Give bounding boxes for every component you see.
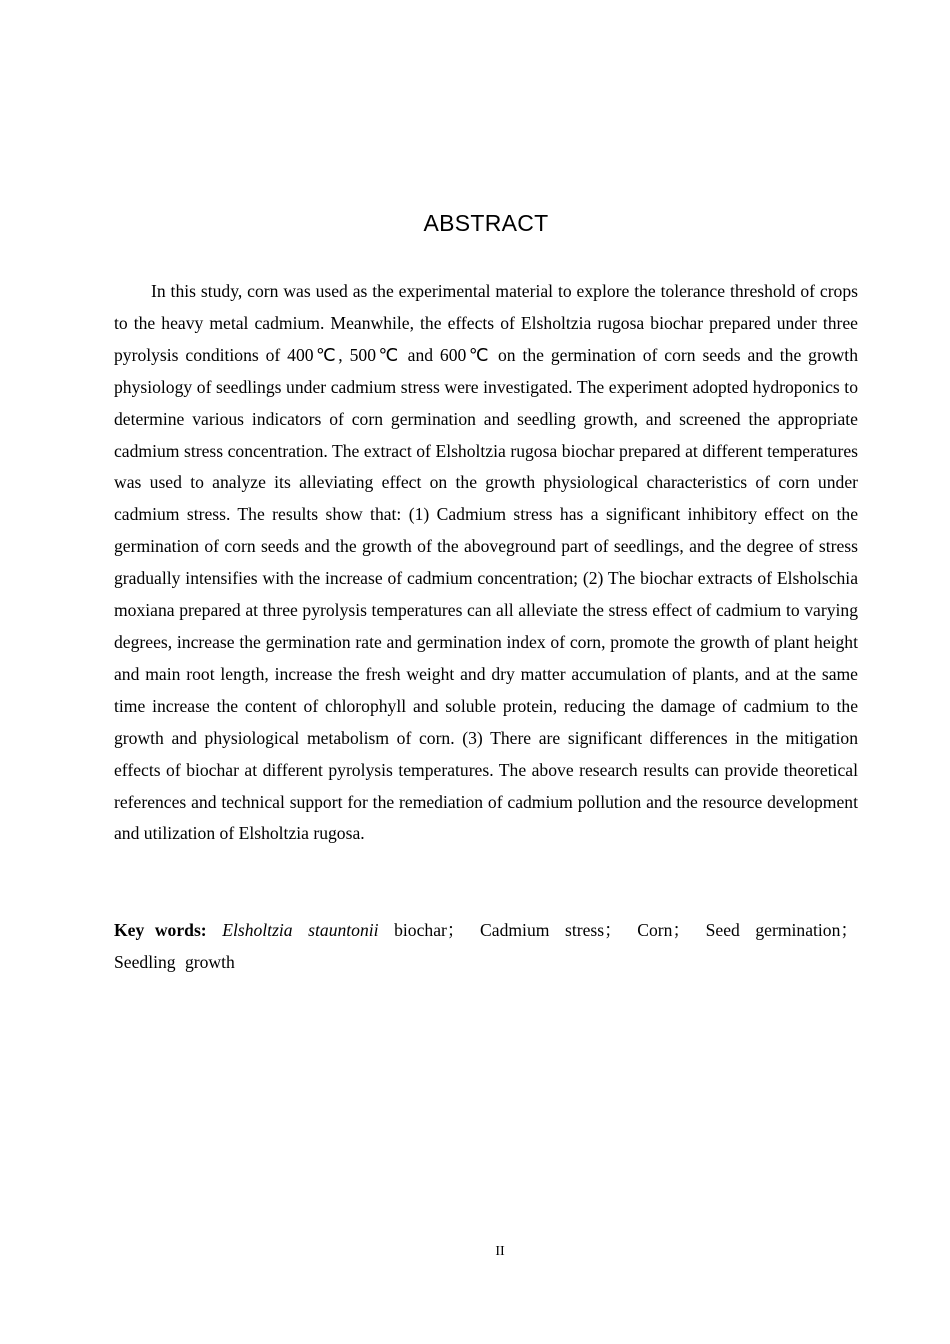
keyword-species: Elsholtzia stauntonii xyxy=(222,920,379,940)
page-number: II xyxy=(495,1244,505,1259)
abstract-body: In this study, corn was used as the experimental material to explore the tolerance threshold of crops to the heavy metal cadmium. Meanwhile, the effects of Elsholtzia rugosa biochar prepared under three pyrolysis conditions of 400℃, 500℃ and 600℃ on the germination of corn seeds and the growth physiology of seedlings under cadmium stress were investigated. The experiment adopted hydroponics to determine various indicators of corn germination and seedling growth, and screened the appropriate cadmium stress concentration. The extract of Elsholtzia rugosa biochar prepared at different temperatures was used to analyze its alleviating effect on the growth physiological characteristics of corn under cadmium stress. The results show that: (1) Cadmium stress has a significant inhibitory effect on the germination of corn seeds and the growth of the aboveground part of seedlings, and the degree of stress gradually intensifies with the increase of cadmium concentration; (2) The biochar extracts of Elsholschia moxiana prepared at three pyrolysis temperatures can all alleviate the stress effect of cadmium to varying degrees, increase the germination rate and germination index of corn, promote the growth of plant height and main root length, increase the fresh weight and dry matter accumulation of plants, and at the same time increase the content of chlorophyll and soluble protein, reducing the damage of cadmium to the growth and physiological metabolism of corn. (3) There are significant differences in the mitigation effects of biochar at different pyrolysis temperatures. The above research results can provide theoretical references and technical support for the remediation of cadmium pollution and the resource development and utilization of Elsholtzia rugosa. xyxy=(114,281,858,844)
keyword-biochar: biochar； xyxy=(394,920,465,940)
abstract-title: ABSTRACT xyxy=(423,210,549,236)
keywords-label: Key words: xyxy=(114,920,207,940)
keywords-line xyxy=(114,915,858,979)
keyword-corn: Corn； xyxy=(637,920,691,940)
keyword-cadmium-stress: Cadmium stress； xyxy=(480,920,622,940)
keyword-seedling-growth: Seedling growth xyxy=(114,951,235,972)
keyword-seed-germination: Seed germination； xyxy=(705,920,858,940)
